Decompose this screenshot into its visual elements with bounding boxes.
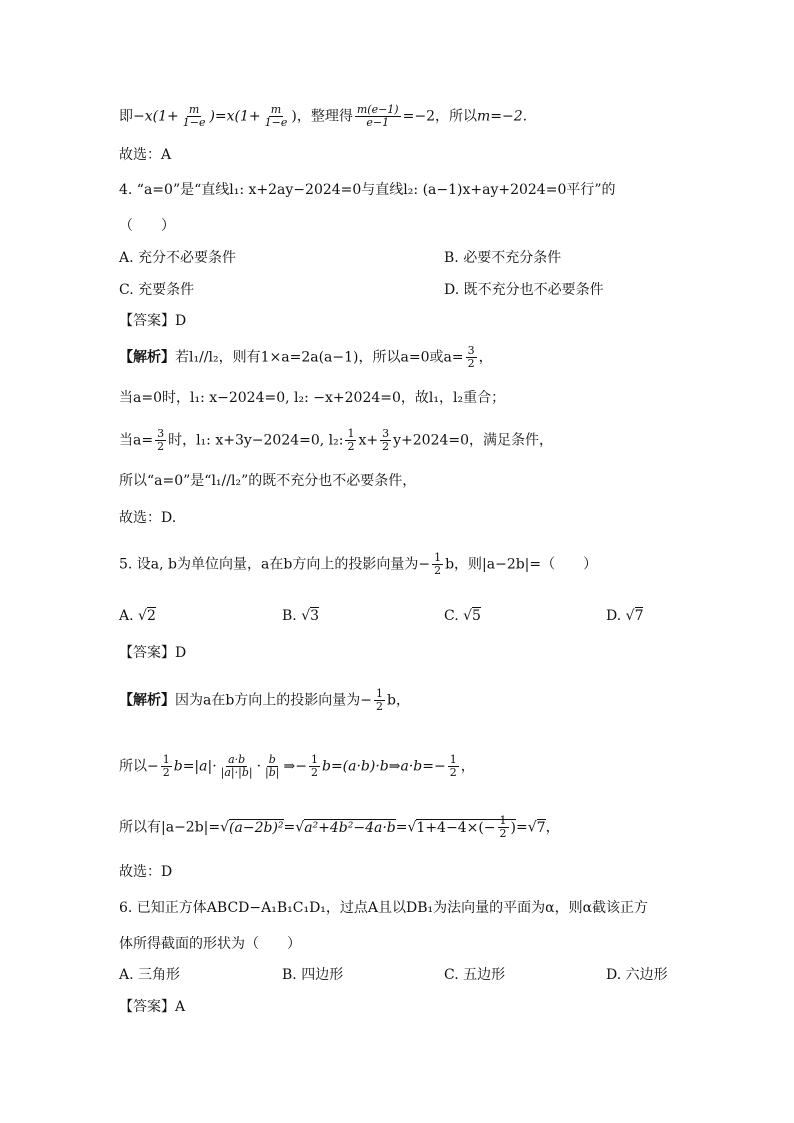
q5-option-d: D. √7: [606, 608, 644, 624]
text: 所以−: [119, 758, 159, 775]
q4-option-a: A. 充分不必要条件: [119, 250, 237, 266]
fraction: [263, 104, 290, 129]
radicand: (a−2b)²: [229, 819, 284, 836]
math: b=(a·b)·b⇒a·b=−: [321, 758, 446, 775]
q4-analysis-3: [119, 428, 553, 453]
denominator: 2: [467, 357, 475, 370]
numerator: 1: [434, 551, 442, 564]
fraction: [345, 428, 356, 453]
numerator: b: [268, 753, 276, 766]
option-label: D.: [606, 608, 622, 624]
math: −x(1+: [133, 108, 179, 125]
radicand: 2: [146, 608, 156, 624]
fraction: [374, 688, 385, 713]
fraction: [263, 754, 281, 779]
denominator: |b|: [265, 766, 280, 779]
option-label: B.: [282, 608, 297, 624]
radicand: [416, 814, 516, 840]
text: x+: [358, 432, 379, 449]
numerator: 1: [310, 753, 318, 766]
q6-answer: 【答案】A: [119, 999, 186, 1015]
text: =: [516, 819, 528, 836]
q4-option-d: D. 既不充分也不必要条件: [444, 282, 604, 298]
q6-option-b: B. 四边形: [282, 967, 344, 983]
text: ⇒−: [283, 758, 307, 775]
result: m=−2.: [476, 108, 528, 125]
text: b，: [387, 692, 411, 709]
denominator: 2: [499, 827, 507, 840]
q5-option-a: A. √2: [119, 608, 156, 624]
denominator: 2: [434, 564, 442, 577]
text: 5. 设a, b为单位向量，a在b方向上的投影向量为−: [119, 556, 431, 573]
option-label: C.: [444, 608, 459, 624]
numerator: m: [188, 103, 200, 116]
fraction: [466, 345, 477, 370]
text: =−2，所以: [402, 108, 477, 125]
fraction: [161, 754, 172, 779]
question-6-stem-1: 6. 已知正方体ABCD−A₁B₁C₁D₁，过点A且以DB₁为法向量的平面为α，则α截该正方: [119, 900, 649, 916]
solution-line-1: [119, 104, 527, 129]
text: 当a=: [119, 432, 154, 449]
radicand: 7: [536, 819, 546, 836]
numerator: m(e−1): [356, 103, 399, 116]
analysis-label: 【解析】: [119, 692, 175, 709]
fraction: [380, 428, 391, 453]
text: y+2024=0，满足条件，: [393, 432, 554, 449]
q4-analysis-2: 当a=0时，l₁: x−2024=0, l₂: −x+2024=0，故l₁，l₂重合；: [119, 390, 506, 406]
choice-line: 故选：A: [119, 147, 172, 163]
text: =: [283, 819, 296, 836]
numerator: 1: [449, 753, 457, 766]
radicand: 7: [634, 608, 644, 624]
q6-option-a: A. 三角形: [119, 967, 181, 983]
fraction: [309, 754, 320, 779]
fraction: [181, 104, 208, 129]
text: 1+4−4×(−: [416, 819, 496, 836]
numerator: 3: [467, 344, 475, 357]
question-6-stem-2: 体所得截面的形状为（ ）: [119, 936, 301, 952]
math: b=|a|·: [173, 758, 217, 775]
q5-option-b: B. √3: [282, 608, 320, 624]
q5-final: 故选：D: [119, 864, 173, 880]
numerator: 3: [382, 427, 390, 440]
fraction: [432, 552, 443, 577]
question-4-paren: （ ）: [119, 218, 175, 234]
denominator: e−1: [366, 116, 390, 129]
denominator: 2: [162, 766, 170, 779]
q4-analysis-4: 所以“a=0”是“l₁//l₂”的既不充分也不必要条件，: [119, 473, 417, 489]
question-4-stem: 4. “a=0”是“直线l₁: x+2ay−2024=0与直线l₂: (a−1)x+ay+2024=0平行”的: [119, 182, 616, 198]
q5-analysis-3: 所以有|a−2b|=√(a−2b)²=√a²+4b²−4a·b=√1+4−4×(− $\frac{1}{2}$ )=√7，: [119, 814, 560, 840]
text: 时，l₁: x+3y−2024=0, l₂:: [168, 432, 344, 449]
q6-option-d: D. 六边形: [606, 967, 668, 983]
text: ): [510, 819, 516, 836]
text: b，则|a−2b|=（ ）: [445, 556, 598, 573]
text: 若l₁//l₂，则有1×a=2a(a−1)，所以a=0或a=: [175, 349, 464, 366]
numerator: 3: [157, 427, 165, 440]
text: =: [395, 819, 408, 836]
text: ，: [460, 758, 475, 775]
denominator: 2: [310, 766, 318, 779]
denominator: 2: [376, 700, 384, 713]
numerator: m: [270, 103, 282, 116]
denominator: 2: [449, 766, 457, 779]
denominator: 2: [157, 440, 165, 453]
q4-final: 故选：D.: [119, 510, 177, 526]
radicand: 5: [472, 608, 481, 624]
fraction: [498, 815, 509, 840]
fraction: [448, 754, 459, 779]
denominator: 2: [347, 440, 355, 453]
q5-option-c: C. √5: [444, 608, 481, 624]
q5-analysis-2: [119, 754, 475, 779]
numerator: a·b: [228, 753, 246, 766]
denominator: 2: [382, 440, 390, 453]
option-label: A.: [119, 608, 134, 624]
q5-analysis-1: [119, 688, 410, 713]
denominator: |a|·|b|: [220, 766, 253, 779]
text: ·: [256, 758, 262, 775]
numerator: 1: [499, 814, 507, 827]
math: )=x(1+: [209, 108, 261, 125]
numerator: 1: [162, 753, 170, 766]
q6-option-c: C. 五边形: [444, 967, 506, 983]
q5-answer: 【答案】D: [119, 645, 187, 661]
numerator: 1: [347, 427, 355, 440]
fraction: [355, 104, 401, 129]
question-5-stem: [119, 552, 597, 577]
numerator: 1: [376, 687, 384, 700]
text: ，: [545, 819, 560, 836]
q4-option-b: B. 必要不充分条件: [444, 250, 562, 266]
text: 所以有|a−2b|=: [119, 819, 221, 836]
radicand: a²+4b²−4a·b: [304, 819, 396, 836]
q4-option-c: C. 充要条件: [119, 282, 195, 298]
denominator: 1−e: [182, 116, 206, 129]
text: ，: [478, 349, 493, 366]
fraction: [219, 754, 255, 779]
text: 即: [119, 108, 133, 125]
fraction: [155, 428, 166, 453]
denominator: 1−e: [264, 116, 288, 129]
q4-answer: 【答案】D: [119, 313, 187, 329]
text: )，整理得: [291, 108, 353, 125]
radicand: 3: [310, 608, 320, 624]
q4-analysis-1: [119, 345, 493, 370]
text: 因为a在b方向上的投影向量为−: [175, 692, 373, 709]
analysis-label: 【解析】: [119, 349, 175, 366]
